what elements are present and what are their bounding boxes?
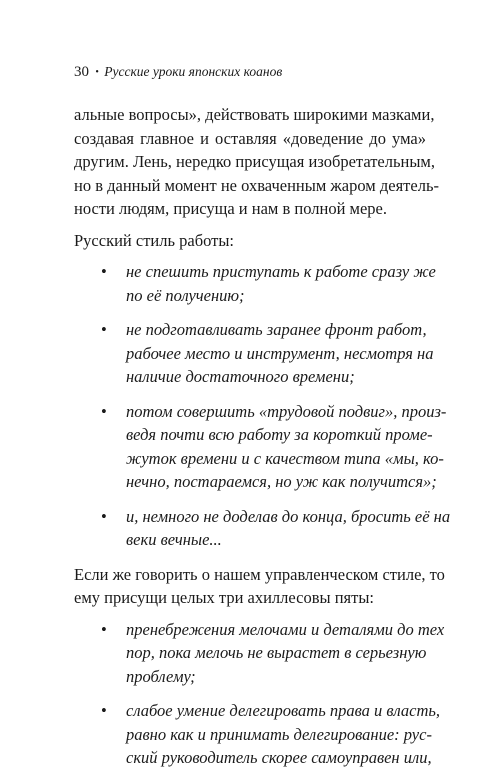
header-bullet: • — [95, 67, 99, 78]
list-item — [74, 505, 451, 552]
running-title: Русские уроки японских коанов — [104, 64, 283, 79]
text-line: альные вопросы», действовать широкими мазками, — [74, 105, 435, 124]
text-line: наличие достаточного времени; — [126, 367, 355, 386]
text-line: ности людям, присуща и нам в полной мере. — [74, 199, 387, 218]
text-line: потом совершить «трудовой подвиг», произ- — [126, 401, 447, 421]
text-line: Если же говорить о нашем управленческом стиле, то — [74, 564, 445, 584]
text-line: веки вечные... — [126, 530, 222, 549]
text-line: слабое умение делегировать права и власть, — [126, 701, 441, 720]
work-style-list — [74, 260, 451, 552]
bullet-icon: • — [101, 701, 107, 720]
text-line: но в данный момент не охваченным жаром деятель- — [74, 175, 439, 195]
text-line: Русский стиль работы: — [74, 230, 235, 250]
bullet-icon: • — [101, 320, 107, 339]
paragraph-intro — [74, 103, 439, 221]
text-line: пренебрежения мелочами и деталями до тех — [126, 619, 445, 639]
list-item — [74, 699, 441, 770]
text-line: ский руководитель скорее самоуправен или, — [126, 748, 432, 767]
paragraph-management-style — [74, 563, 445, 610]
list-item — [74, 260, 436, 307]
text-line: ведя почти всю работу за короткий проме- — [126, 425, 433, 444]
text-line: другим. Лень, нередко присущая изобретательным, — [74, 152, 435, 171]
text-line: не спешить приступать к работе сразу же — [126, 262, 436, 281]
list-item — [74, 400, 447, 494]
text-line: ему присущи целых три ахиллесовы пяты: — [74, 588, 375, 607]
page-number: 30 — [74, 64, 89, 80]
text-line: по её получению; — [126, 285, 245, 305]
text-line: проблему; — [126, 666, 196, 686]
paragraph-work-style-heading — [74, 229, 426, 253]
text-line: пор, пока мелочь не вырастет в серьезную — [126, 643, 427, 662]
bullet-icon: • — [101, 401, 107, 421]
text-line: жуток времени и с качеством типа «мы, ко- — [126, 448, 444, 468]
list-item — [74, 618, 445, 689]
book-page — [74, 62, 451, 781]
bullet-icon: • — [101, 619, 107, 639]
list-item — [74, 318, 434, 389]
running-header — [74, 62, 426, 82]
text-line: и, немного не доделав до конца, бросить её на — [126, 506, 451, 526]
bullet-icon: • — [101, 506, 107, 526]
bullet-icon: • — [101, 262, 107, 281]
text-line: рабочее место и инструмент, несмотря на — [126, 343, 434, 363]
text-line: нечно, постараемся, но уж как получится»; — [126, 472, 437, 491]
text-line: создавая главное и оставляя «доведение до ума» — [74, 128, 426, 148]
text-line: не подготавливать заранее фронт работ, — [126, 320, 427, 339]
management-weakness-list — [74, 618, 445, 770]
text-line: равно как и принимать делегирование: рус- — [126, 724, 432, 744]
